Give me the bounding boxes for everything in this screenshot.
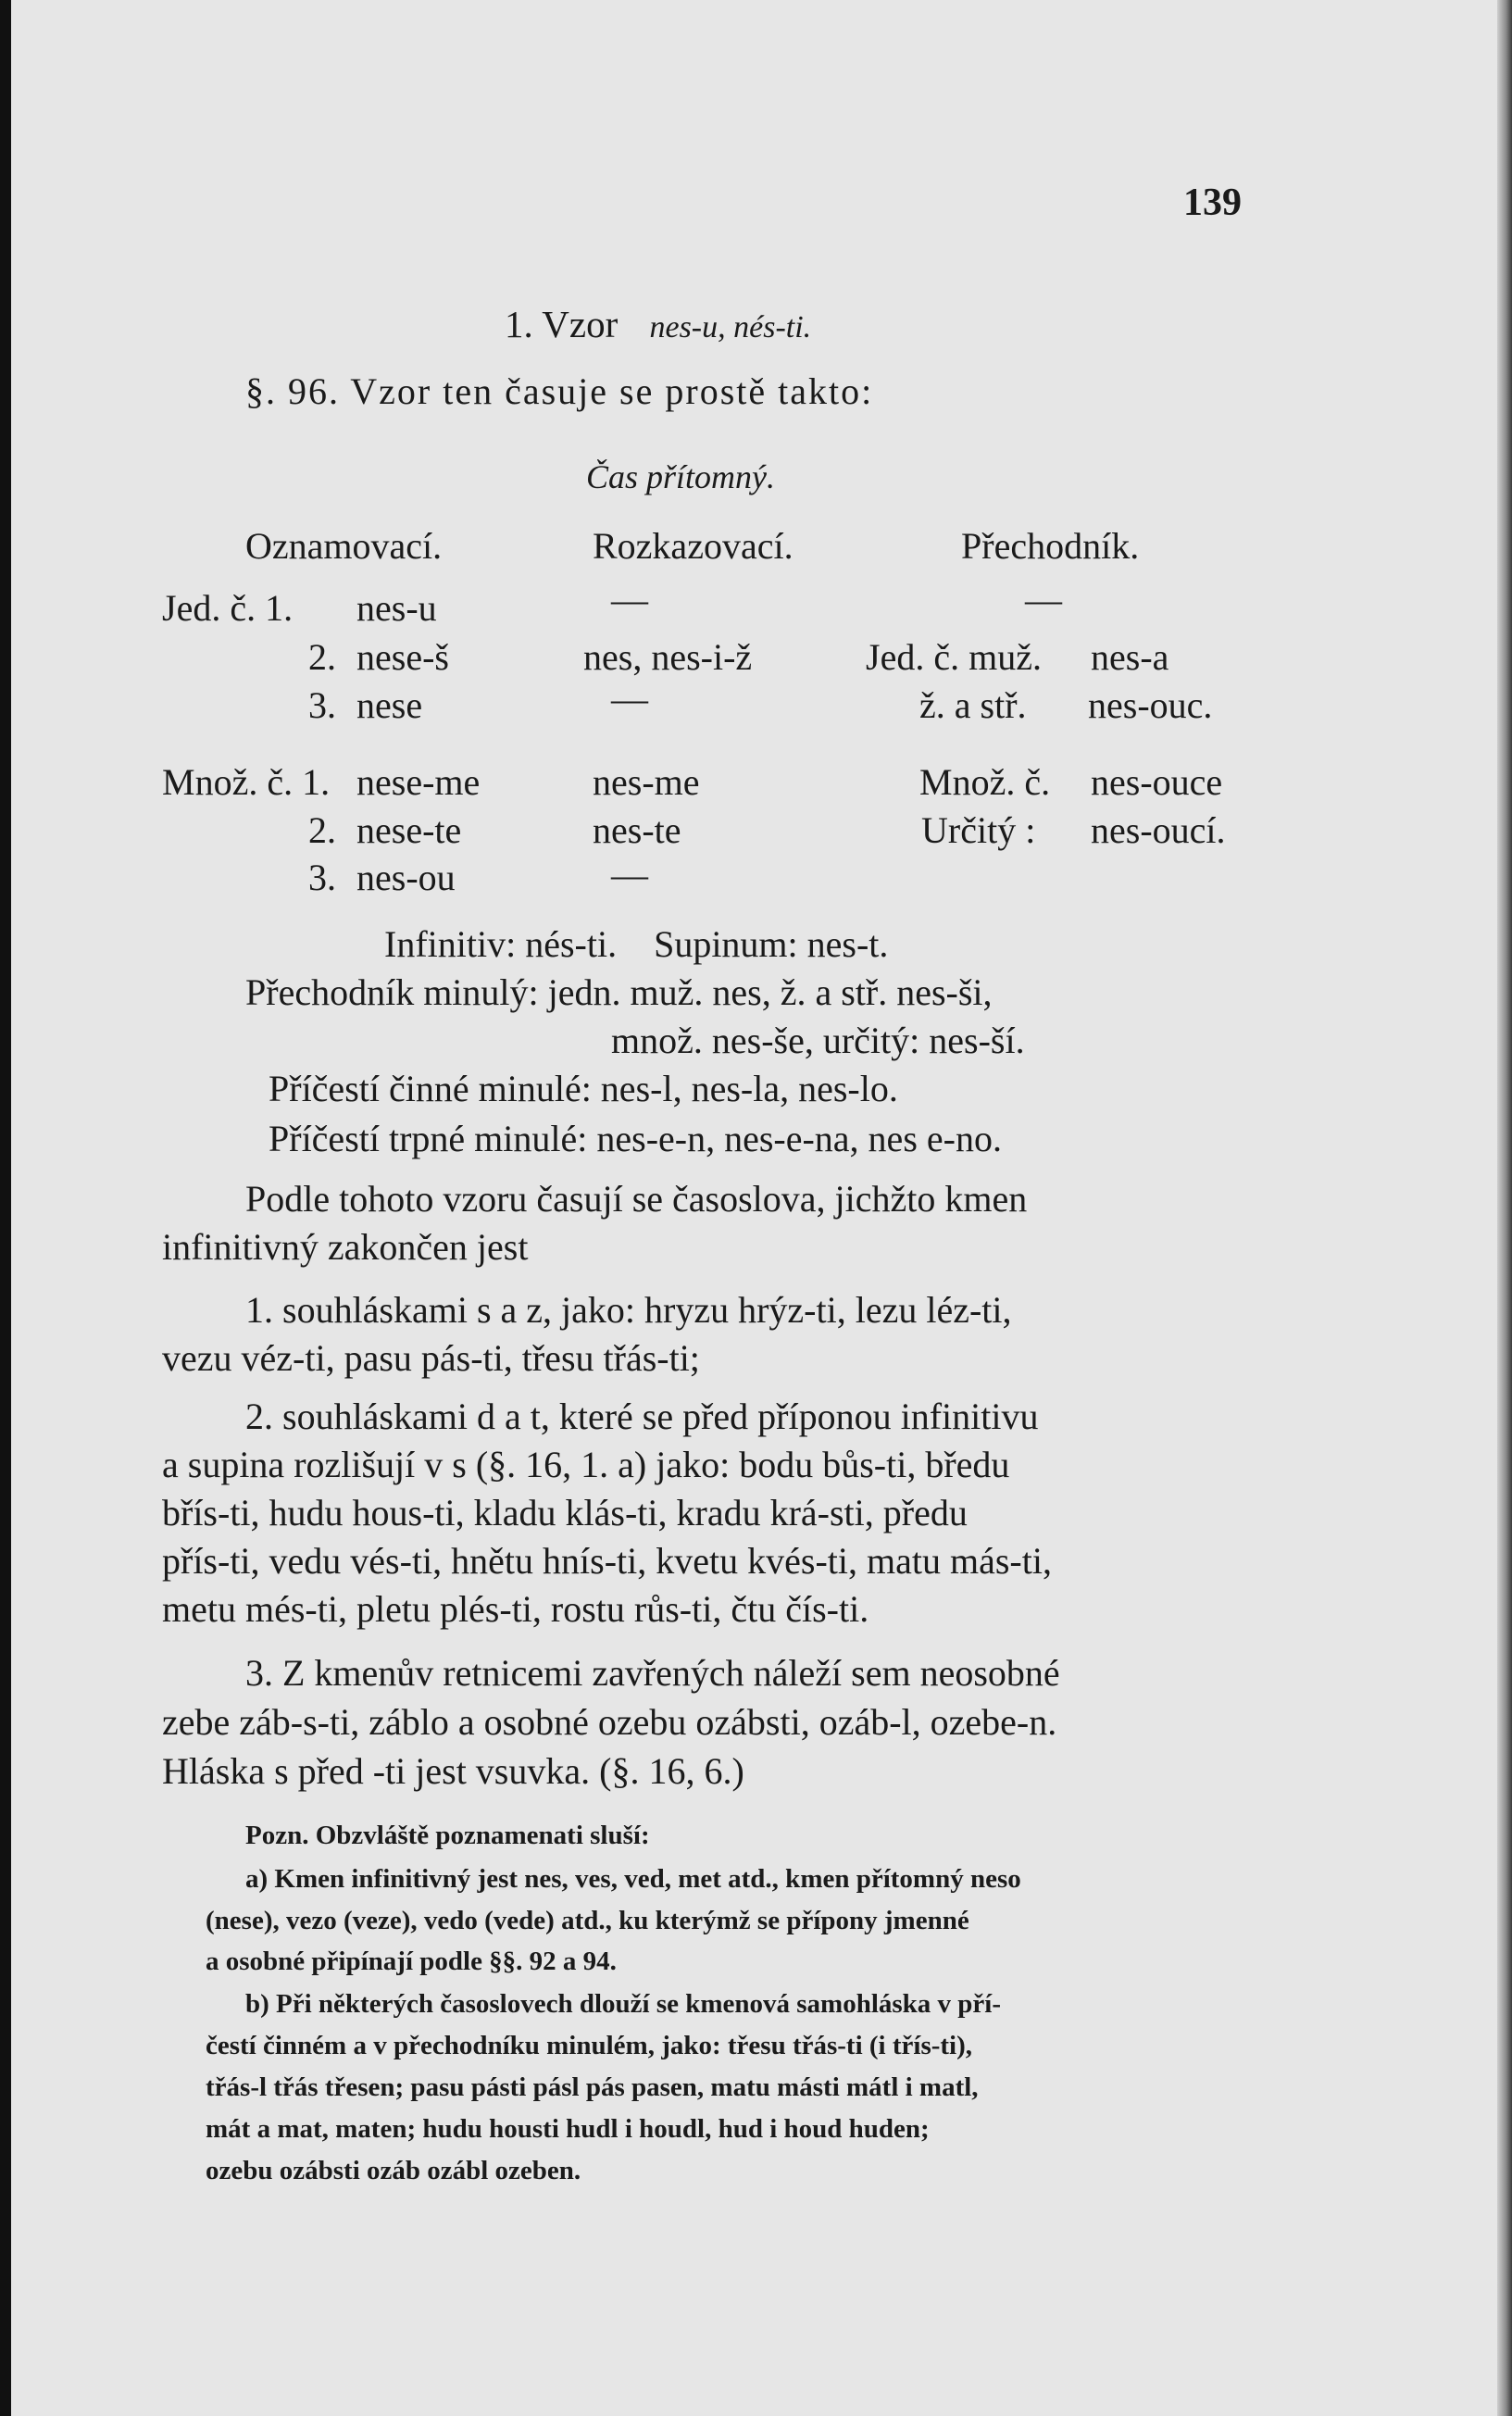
note-line: ozebu ozábsti ozáb ozábl ozeben.: [206, 2156, 581, 2185]
form-line: množ. nes-še, určitý: nes-ší.: [611, 1020, 1025, 1061]
note-line: mát a mat, maten; hudu housti hudl i houdl, hud i houd huden;: [206, 2114, 930, 2144]
note-line: a osobné připínají podle §§. 92 a 94.: [206, 1947, 617, 1976]
paragraph-line: metu més-ti, pletu plés-ti, rostu růs-ti, čtu čís-ti.: [162, 1588, 869, 1630]
indicative-form: nese-te: [356, 809, 462, 851]
transgressive-label: ž. a stř.: [919, 684, 1027, 726]
row-number-label: 3.: [308, 857, 336, 898]
transgressive-label: Jed. č. muž.: [866, 636, 1042, 678]
heading-forms: nes-u, nés-ti.: [649, 310, 812, 344]
transgressive-form: nes-a: [1091, 636, 1169, 678]
paragraph-line: 3. Z kmenův retnicemi zavřených náleží sem neosobné: [245, 1652, 1060, 1694]
imperative-form: nes-me: [593, 761, 700, 803]
page-number: 139: [1183, 182, 1242, 224]
paragraph-line: břís-ti, hudu hous-ti, kladu klás-ti, kradu krá-sti, předu: [162, 1492, 968, 1533]
heading-prefix: 1. Vzor: [505, 303, 619, 345]
row-number-label: 2.: [308, 636, 336, 678]
imperative-form: —: [611, 854, 648, 895]
paragraph-line: 1. souhláskami s a z, jako: hryzu hrýz-ti, lezu léz-ti,: [245, 1289, 1012, 1331]
row-number-label: 3.: [308, 684, 336, 726]
row-number-label: 2.: [308, 809, 336, 851]
row-number-label: Množ. č. 1.: [162, 761, 331, 803]
form-line: Infinitiv: nés-ti. Supinum: nes-t.: [384, 923, 889, 965]
transgressive-form: —: [1025, 579, 1062, 620]
note-title: Pozn. Obzvláště poznamenati sluší:: [245, 1821, 650, 1850]
indicative-form: nes-u: [356, 587, 437, 629]
column-header-indicative: Oznamovací.: [245, 525, 443, 567]
form-line: Příčestí trpné minulé: nes-e-n, nes-e-na, nes e-no.: [269, 1118, 1002, 1159]
imperative-form: —: [611, 678, 648, 720]
column-header-transgressive: Přechodník.: [961, 525, 1140, 567]
indicative-form: nese: [356, 684, 423, 726]
note-line: (nese), vezo (veze), vedo (vede) atd., ku kterýmž se přípony jmenné: [206, 1906, 969, 1935]
tense-title: Čas přítomný.: [586, 458, 776, 495]
paragraph-line: vezu véz-ti, pasu pás-ti, třesu třás-ti;: [162, 1337, 700, 1379]
paragraph-line: zebe záb-s-ti, záblo a osobné ozebu ozábsti, ozáb-l, ozebe-n.: [162, 1701, 1057, 1743]
paragraph-line: a supina rozlišují v s (§. 16, 1. a) jako: bodu bůs-ti, bředu: [162, 1444, 1010, 1485]
section-heading: [505, 303, 812, 345]
indicative-form: nese-me: [356, 761, 481, 803]
paragraph-line: Podle tohoto vzoru časují se časoslova, jichžto kmen: [245, 1178, 1028, 1220]
scan-edge-left: [0, 0, 11, 2416]
scan-edge-right: [1497, 0, 1512, 2416]
paragraph-line: infinitivný zakončen jest: [162, 1226, 529, 1268]
column-header-imperative: Rozkazovací.: [593, 525, 793, 567]
transgressive-label: Množ. č.: [919, 761, 1051, 803]
transgressive-form: nes-ouc.: [1088, 684, 1213, 726]
section-intro: §. 96. Vzor ten časuje se prostě takto:: [245, 370, 874, 412]
imperative-form: nes-te: [593, 809, 681, 851]
transgressive-label: Určitý :: [921, 809, 1036, 851]
note-line: b) Při některých časoslovech dlouží se kmenová samohláska v pří-: [245, 1989, 1002, 2019]
indicative-form: nes-ou: [356, 857, 456, 898]
transgressive-form: nes-ouce: [1091, 761, 1223, 803]
note-line: čestí činném a v přechodníku minulém, jako: třesu třás-ti (i třís-ti),: [206, 2031, 973, 2060]
row-number-label: Jed. č. 1.: [162, 587, 294, 629]
form-line: Přechodník minulý: jedn. muž. nes, ž. a stř. nes-ši,: [245, 971, 993, 1013]
paragraph-line: přís-ti, vedu vés-ti, hnětu hnís-ti, kvetu kvés-ti, matu más-ti,: [162, 1540, 1052, 1582]
note-line: třás-l třás třesen; pasu pásti pásl pás pasen, matu másti mátl i matl,: [206, 2072, 979, 2102]
imperative-form: nes, nes-i-ž: [583, 636, 753, 678]
paragraph-line: Hláska s před -ti jest vsuvka. (§. 16, 6.): [162, 1750, 744, 1792]
paragraph-line: 2. souhláskami d a t, které se před příponou infinitivu: [245, 1396, 1039, 1437]
transgressive-form: nes-oucí.: [1091, 809, 1226, 851]
form-line: Příčestí činné minulé: nes-l, nes-la, nes-lo.: [269, 1068, 898, 1109]
note-line: a) Kmen infinitivný jest nes, ves, ved, met atd., kmen přítomný neso: [245, 1864, 1021, 1894]
imperative-form: —: [611, 579, 648, 620]
indicative-form: nese-š: [356, 636, 449, 678]
